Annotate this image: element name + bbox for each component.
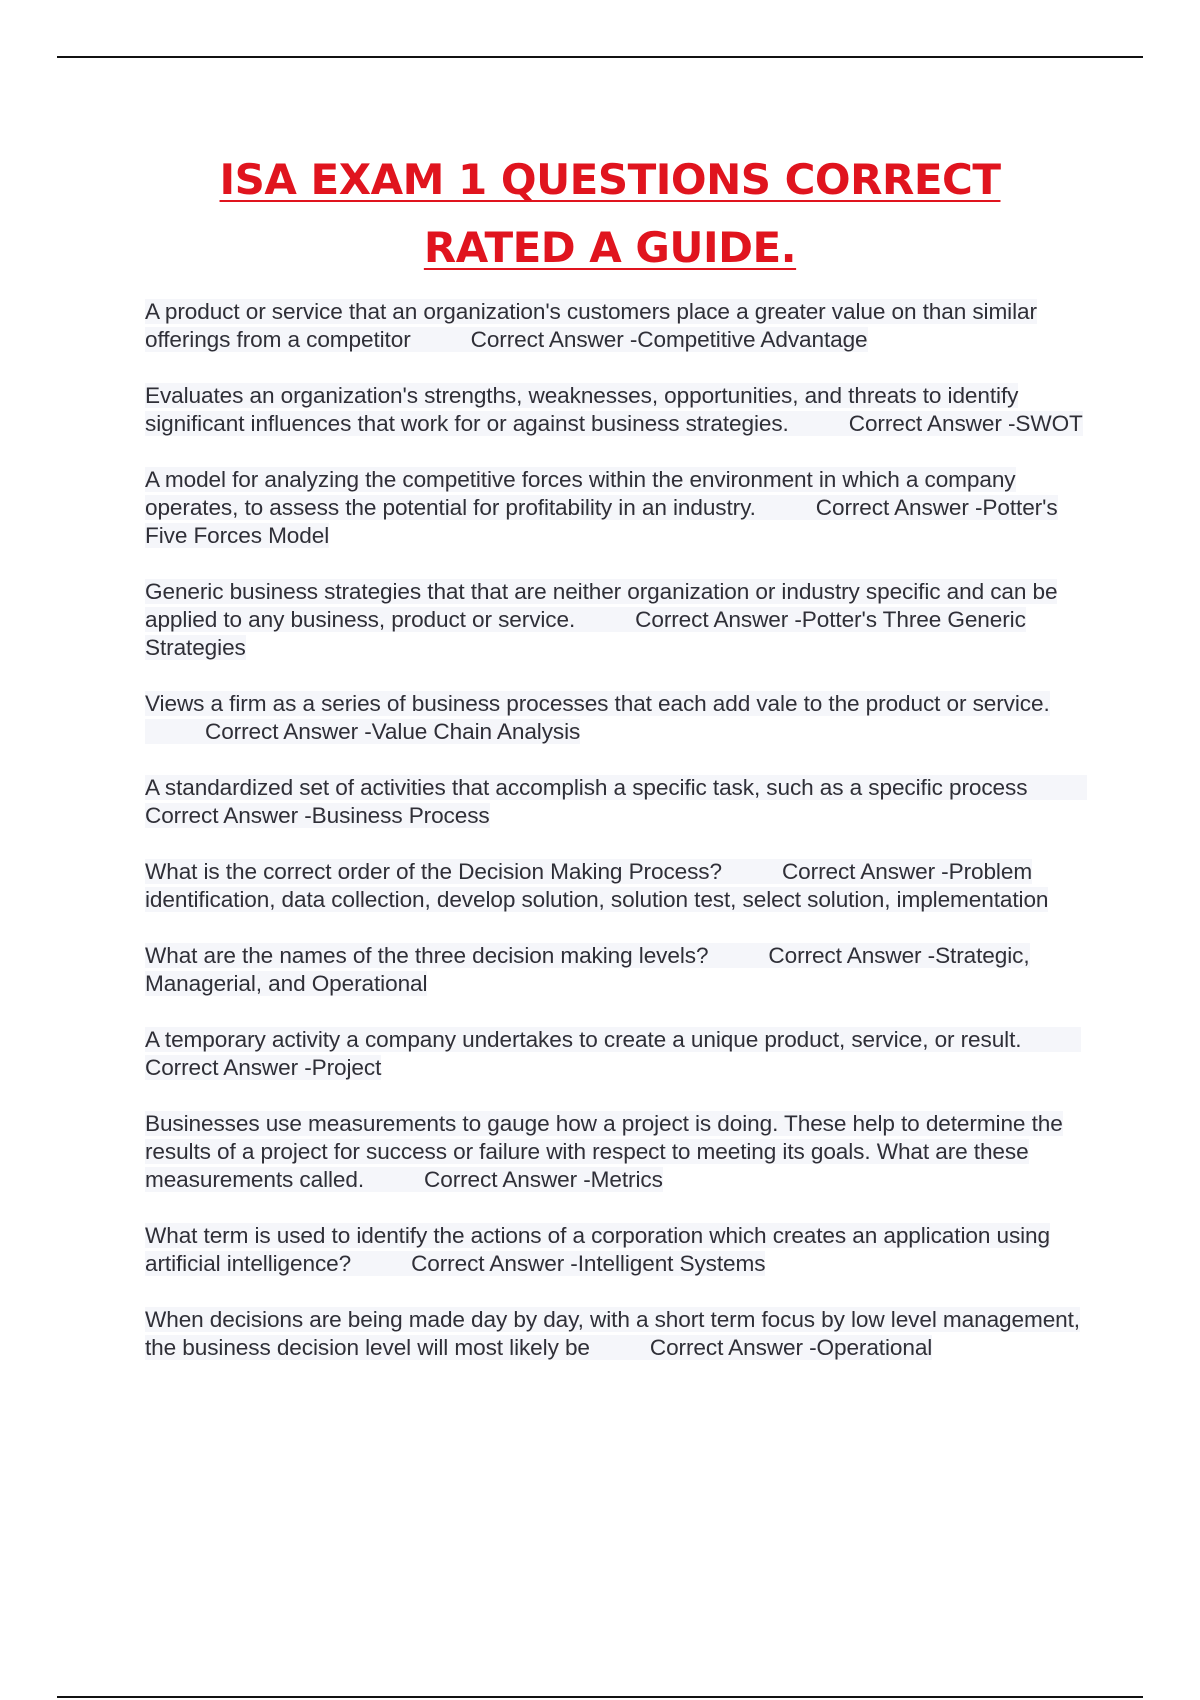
qa-item — [145, 298, 1095, 354]
answer-prefix: Correct Answer - — [470, 327, 638, 352]
qa-item — [145, 578, 1095, 662]
bottom-rule — [57, 1696, 1143, 1698]
qa-item — [145, 858, 1095, 914]
qa-item — [145, 690, 1095, 746]
question-text: What are the names of the three decision making levels? — [145, 943, 709, 968]
question-text: A model for analyzing the competitive forces within the environment in which a company operates, to assess the potential for profitability in an industry. — [145, 467, 1016, 520]
qa-item — [145, 774, 1095, 830]
document-title: ISA EXAM 1 QUESTIONS CORRECT RATED A GUIDE. — [219, 155, 1001, 272]
answer-prefix: Correct Answer - — [781, 859, 949, 884]
answer-text: Potter's Three Generic Strategies — [145, 607, 1026, 660]
question-text: A standardized set of activities that accomplish a specific task, such as a specific process — [145, 775, 1028, 800]
question-text: Views a firm as a series of business processes that each add vale to the product or service. — [145, 691, 1050, 716]
question-text: When decisions are being made day by day, with a short term focus by low level management, the business decision level will most likely be — [145, 1307, 1080, 1360]
answer-prefix: Correct Answer - — [848, 411, 1016, 436]
qa-list — [145, 298, 1095, 1390]
qa-item — [145, 1306, 1095, 1362]
qa-item — [145, 1222, 1095, 1278]
answer-text: Project — [311, 1055, 382, 1080]
answer-prefix: Correct Answer - — [205, 719, 372, 744]
question-text: What term is used to identify the actions of a corporation which creates an application using artificial intelligence? — [145, 1223, 1050, 1276]
answer-prefix: Correct Answer - — [145, 803, 312, 828]
question-text: Evaluates an organization's strengths, weaknesses, opportunities, and threats to identify significant influences that work for or against business strategies. — [145, 383, 1019, 436]
qa-item — [145, 466, 1095, 550]
question-text: Generic business strategies that that are neither organization or industry specific and can be applied to any business, product or service. — [145, 579, 1058, 632]
question-text: Businesses use measurements to gauge how a project is doing. These help to determine the results of a project for success or failure with respect to meeting its goals. What are these measurements called. — [145, 1111, 1063, 1192]
answer-text: Value Chain Analysis — [371, 719, 581, 744]
question-text: A temporary activity a company undertakes to create a unique product, service, or result. — [145, 1027, 1022, 1052]
qa-item — [145, 1110, 1095, 1194]
qa-item — [145, 942, 1095, 998]
qa-item — [145, 1026, 1095, 1082]
answer-prefix: Correct Answer - — [649, 1335, 817, 1360]
answer-prefix: Correct Answer - — [815, 495, 983, 520]
answer-text: Intelligent Systems — [577, 1251, 766, 1276]
answer-text: Potter's Five Forces Model — [145, 495, 1058, 548]
answer-text: Strategic, Managerial, and Operational — [145, 943, 1030, 996]
question-text: What is the correct order of the Decision Making Process? — [145, 859, 722, 884]
qa-item — [145, 382, 1095, 438]
question-text: A product or service that an organization's customers place a greater value on than similar offerings from a competitor — [145, 299, 1037, 352]
top-rule — [57, 56, 1143, 58]
answer-prefix: Correct Answer - — [424, 1167, 591, 1192]
answer-text: Competitive Advantage — [637, 327, 868, 352]
answer-text: SWOT — [1015, 411, 1083, 436]
answer-prefix: Correct Answer - — [145, 1055, 312, 1080]
answer-prefix: Correct Answer - — [411, 1251, 578, 1276]
answer-prefix: Correct Answer - — [768, 943, 936, 968]
answer-text: Metrics — [590, 1167, 663, 1192]
answer-text: Operational — [816, 1335, 933, 1360]
answer-text: Problem identification, data collection, develop solution, solution test, select solution, implementation — [145, 859, 1049, 912]
answer-text: Business Process — [311, 803, 490, 828]
answer-prefix: Correct Answer - — [635, 607, 802, 632]
